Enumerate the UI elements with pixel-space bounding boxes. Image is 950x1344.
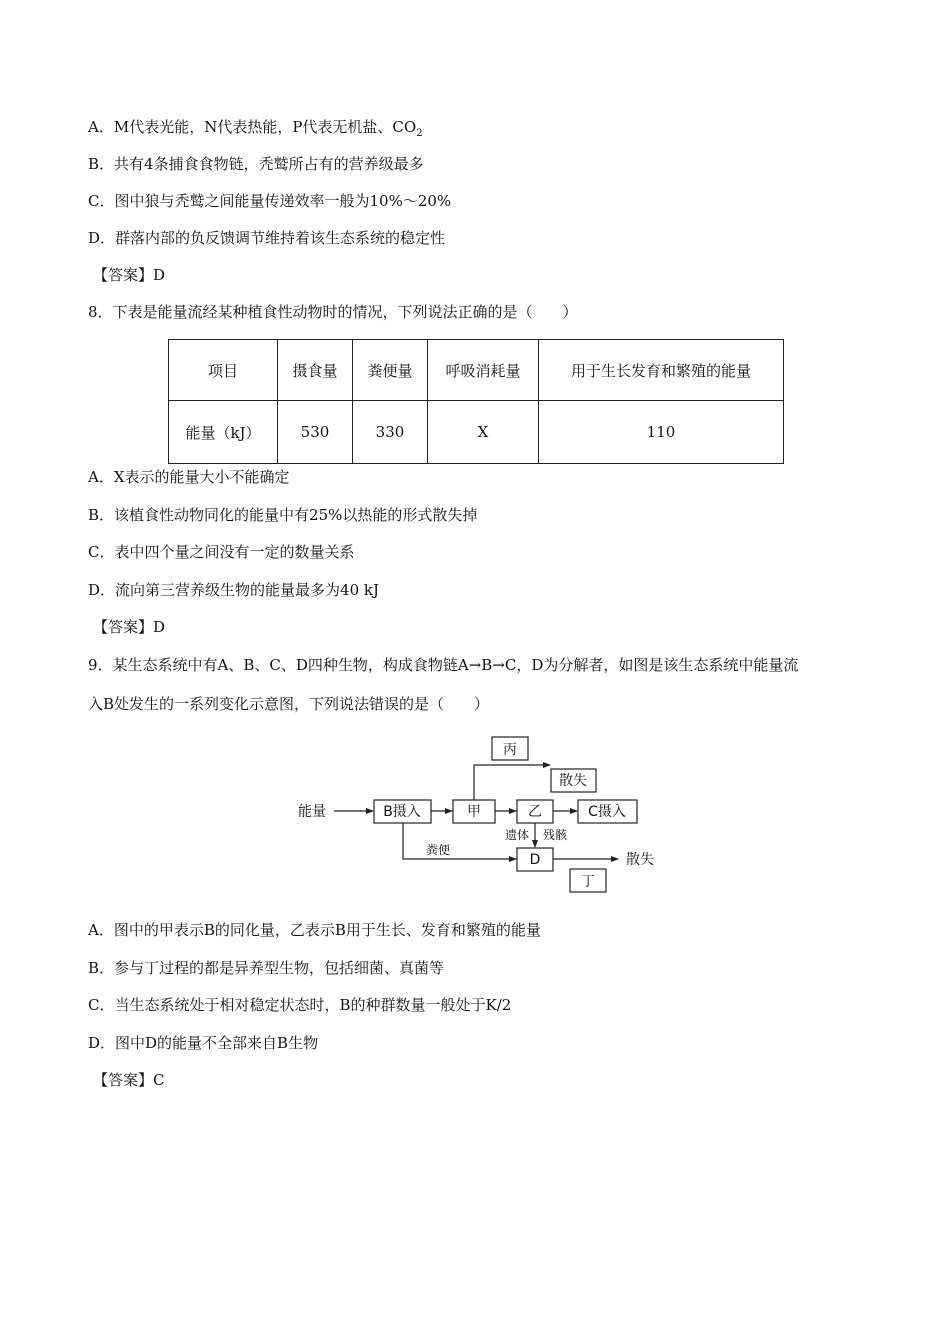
label-energy: 能量: [298, 804, 326, 820]
q9-option-a: A．图中的甲表示B的同化量，乙表示B用于生长、发育和繁殖的能量: [88, 921, 541, 939]
q7-option-a-text: A．M代表光能，N代表热能，P代表无机盐、CO: [88, 118, 417, 136]
table-row: [169, 401, 784, 464]
q9-stem-line2: 入B处发生的一系列变化示意图，下列说法错误的是（ ）: [88, 695, 490, 713]
label-residue: 残骸: [542, 828, 568, 842]
table-header-cell: 呼吸消耗量: [428, 340, 539, 401]
q8-answer: 【答案】D: [93, 618, 166, 636]
label-remains: 遗体: [504, 828, 530, 842]
q8-option-c: C．表中四个量之间没有一定的数量关系: [88, 543, 355, 561]
label-bing: 丙: [503, 742, 517, 758]
label-dissipate-top: 散失: [559, 773, 587, 789]
table-header-row: [169, 340, 784, 401]
table-cell: 110: [539, 401, 784, 464]
table-header-cell: 摄食量: [278, 340, 353, 401]
q7-answer: 【答案】D: [93, 266, 166, 284]
q7-option-d: D．群落内部的负反馈调节维持着该生态系统的稳定性: [88, 229, 446, 247]
q7-option-a: [88, 117, 423, 144]
table-header-cell: 粪便量: [353, 340, 428, 401]
label-d: D: [529, 852, 541, 868]
q9-stem-line1: 9．某生态系统中有A、B、C、D四种生物，构成食物链A→B→C，D为分解者，如图是该生态系统中能量流: [88, 656, 799, 674]
table-cell: 能量（kJ）: [169, 401, 278, 464]
arrow-jia-to-dissipate: [474, 765, 550, 800]
label-b-intake: B摄入: [383, 804, 421, 820]
label-yi: 乙: [528, 804, 542, 820]
table-cell: 330: [353, 401, 428, 464]
q7-option-c: C．图中狼与秃鹫之间能量传递效率一般为10%～20%: [88, 192, 452, 210]
table-cell: 530: [278, 401, 353, 464]
label-dissipate-bottom: 散失: [626, 852, 654, 868]
table-cell: X: [428, 401, 539, 464]
q9-answer: 【答案】C: [93, 1071, 165, 1089]
energy-table: [168, 339, 784, 464]
label-ding: 丁: [581, 874, 595, 890]
q8-option-b: B．该植食性动物同化的能量中有25%以热能的形式散失掉: [88, 506, 478, 524]
q9-option-b: B．参与丁过程的都是异养型生物，包括细菌、真菌等: [88, 959, 445, 977]
q9-option-c: C．当生态系统处于相对稳定状态时，B的种群数量一般处于K/2: [88, 996, 512, 1014]
label-jia: 甲: [467, 804, 481, 820]
label-c-intake: C摄入: [588, 804, 626, 820]
table-header-cell: 用于生长发育和繁殖的能量: [539, 340, 784, 401]
subscript-2: 2: [416, 128, 423, 139]
q8-option-a: A．X表示的能量大小不能确定: [88, 468, 290, 486]
arrow-feces-to-d: [403, 823, 516, 859]
energy-flow-diagram: [290, 732, 670, 896]
q8-stem: 8．下表是能量流经某种植食性动物时的情况，下列说法正确的是（ ）: [88, 303, 578, 321]
q7-option-b: B．共有4条捕食食物链，秃鹫所占有的营养级最多: [88, 155, 424, 173]
q9-option-d: D．图中D的能量不全部来自B生物: [88, 1034, 319, 1052]
label-feces: 粪便: [425, 843, 451, 857]
q8-option-d: D．流向第三营养级生物的能量最多为40 kJ: [88, 581, 379, 599]
table-header-cell: 项目: [169, 340, 278, 401]
